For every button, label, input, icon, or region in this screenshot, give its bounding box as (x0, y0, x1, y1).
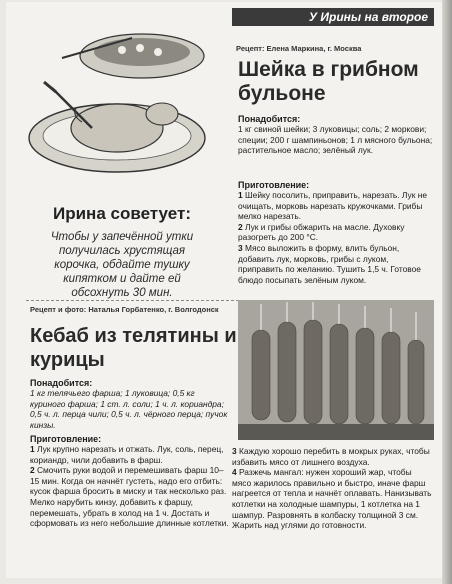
recipe2-title: Кебаб из телятины и курицы (30, 325, 237, 371)
recipe1-step: 2 Лук и грибы обжарить на масле. Духовку разогреть до 200 °C. (238, 221, 405, 243)
tip-title: Ирина советует: (53, 204, 191, 223)
recipe1-prep-label: Приготовление: (238, 180, 310, 190)
tip-body: Чтобы у запечённой утки получилась хрустящая корочка, обдайте тушку кипятком и дайте ей обсохнуть 30 мин. (50, 231, 194, 299)
recipe2-prep-continued (232, 446, 432, 531)
recipe2-step: 4 Разжечь мангал: нужен хороший жар, чтобы мясо жарилось правильно и быстро, иначе фарш нагреется от тепла и начнёт оплавать. Нанизывать котлетки на холодные шампуры, 1 котлетка на 1 шампур. Разровнять в колбаску толщиной 3 см. Жарить над углями до готовности. (232, 467, 432, 531)
section-banner: У Ирины на второе (232, 8, 434, 26)
recipe2-ingredients: 1 кг телячьего фарша; 1 луковица; 0,5 кг куриного фарша; 1 ст. л. соли; 1 ч. л. кориандра; 0,5 ч. л. перца чили; 0,5 ч. л. чёрного перца; пучок кинзы. (30, 388, 228, 430)
recipe1-ingredients: 1 кг свиной шейки; 3 луковицы; соль; 2 моркови; специи; 200 г шампиньонов; 1 л мясного бульона; растительное масло; зелёный лук. (238, 124, 433, 156)
recipe2-ingredients-block (30, 378, 230, 430)
kebab-photo (238, 300, 434, 440)
recipe1-step: 1 Шейку посолить, приправить, нарезать. Лук не очищать, морковь нарезать кружочками. Грибы мелко нарезать. (238, 190, 427, 222)
recipe1-credit: Рецепт: Елена Маркина, г. Москва (236, 44, 362, 53)
recipe2-step: 3 Каждую хорошо перебить в мокрых руках, чтобы избавить мясо от лишнего воздуха. (232, 446, 430, 467)
recipe1-need-label: Понадобится: (238, 114, 301, 124)
recipe2-step: 1 Лук крупно нарезать и отжать. Лук, соль, перец, кориандр, чили добавить в фарш. (30, 444, 224, 465)
recipe1-step: 3 Мясо выложить в форму, влить бульон, добавить лук, морковь, грибы с луком, приправить по желанию. Тушить 1,5 ч. Готовое блюдо посыпать зелёным луком. (238, 242, 421, 285)
recipe1-title: Шейка в грибном бульоне (238, 58, 419, 105)
duck-illustration (22, 18, 222, 178)
tip-box (22, 190, 222, 299)
recipe2-prep-label: Приготовление: (30, 434, 102, 444)
page-edge (442, 0, 452, 584)
recipe2-prep-block (30, 434, 230, 529)
recipe1-ingredients-block (238, 114, 434, 156)
recipe1-prep-block (238, 180, 434, 285)
recipe2-credit: Рецепт и фото: Наталья Горбатенко, г. Волгодонск (30, 305, 219, 314)
recipe2-need-label: Понадобится: (30, 378, 93, 388)
recipe2-step: 2 Смочить руки водой и перемешивать фарш 10–15 мин. Когда он начнёт густеть, надо его отбить: кусок фарша бросить в миску и так несколько раз. Мелко нарубить кинзу, добавить к фаршу, перемешать, убрать в холод на 1 ч. Достать и сформовать из него небольшие длинные котлетки. (30, 465, 229, 529)
